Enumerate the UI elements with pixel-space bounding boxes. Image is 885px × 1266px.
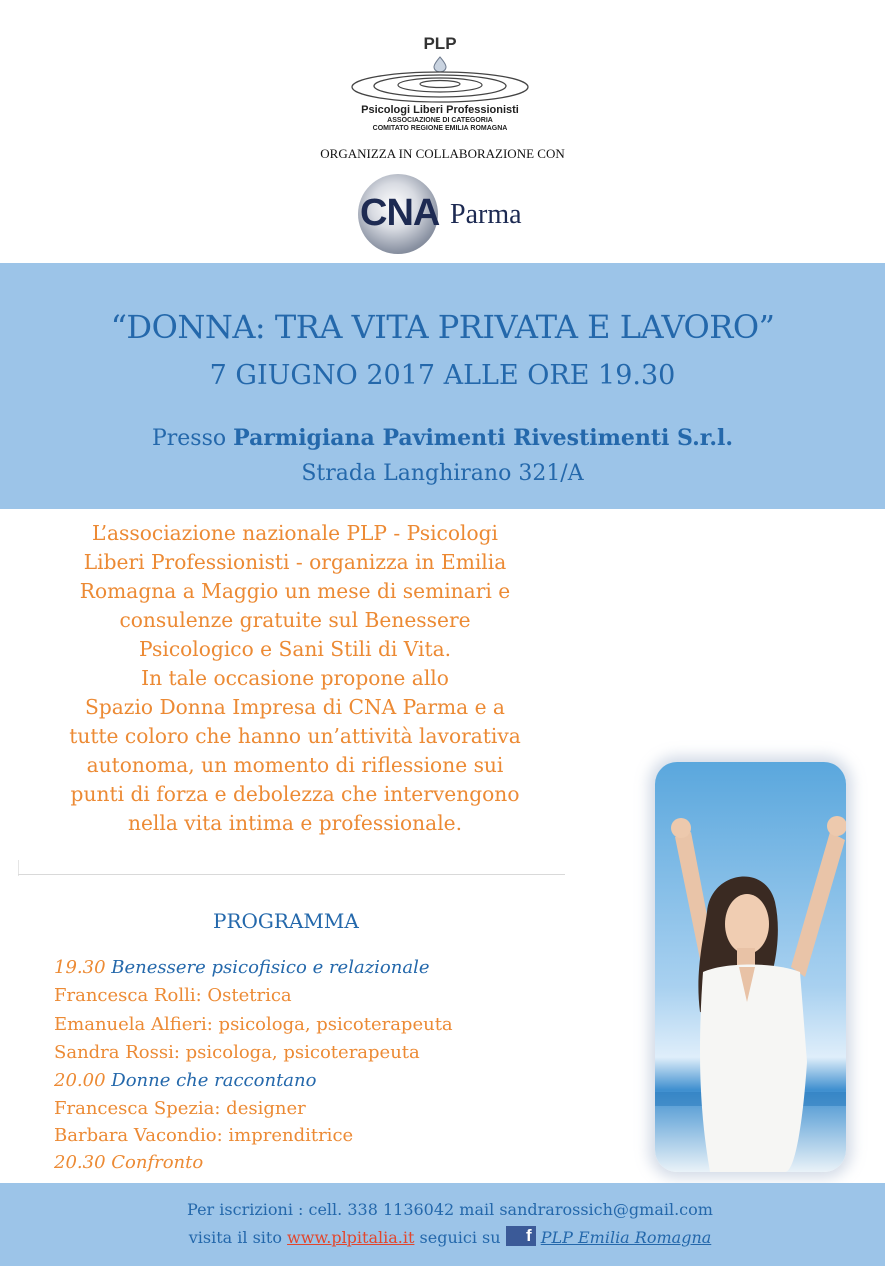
website-link[interactable]: www.plpitalia.it bbox=[287, 1228, 415, 1247]
program-speaker: Barbara Vacondio: imprenditrice bbox=[54, 1125, 354, 1146]
contact-info: Per iscrizioni : cell. 338 1136042 mail sandrarossich@gmail.com bbox=[187, 1200, 713, 1219]
plp-logo-abbr: PLP bbox=[423, 34, 457, 53]
session-time: 19.30 bbox=[54, 957, 106, 978]
program-heading: PROGRAMMA bbox=[213, 909, 359, 933]
session-title: Donne che raccontano bbox=[111, 1070, 317, 1091]
divider bbox=[18, 874, 565, 875]
event-date: 7 GIUGNO 2017 ALLE ORE 19.30 bbox=[209, 360, 676, 391]
social-links bbox=[0, 1226, 885, 1247]
follow-text: seguici su bbox=[419, 1228, 501, 1247]
program-speaker: Sandra Rossi: psicologa, psicoterapeuta bbox=[54, 1042, 420, 1063]
cna-logo-city: Parma bbox=[450, 199, 522, 230]
program-session bbox=[54, 1152, 203, 1173]
intro-line: autonoma, un momento di riflessione sui bbox=[86, 753, 504, 777]
plp-logo-name: Psicologi Liberi Professionisti bbox=[361, 104, 519, 116]
event-venue bbox=[0, 425, 885, 451]
event-title: “DONNA: TRA VITA PRIVATA E LAVORO” bbox=[110, 308, 775, 346]
cna-logo-abbr: CNA bbox=[360, 192, 440, 234]
woman-photo bbox=[655, 762, 846, 1172]
facebook-icon[interactable]: f bbox=[506, 1226, 536, 1246]
cna-parma-logo bbox=[358, 174, 538, 254]
intro-line: tutte coloro che hanno un’attività lavorativa bbox=[69, 724, 521, 748]
plp-logo-comitato: COMITATO REGIONE EMILIA ROMAGNA bbox=[372, 125, 508, 132]
venue-name: Parmigiana Pavimenti Rivestimenti S.r.l. bbox=[233, 425, 734, 451]
intro-line: Spazio Donna Impresa di CNA Parma e a bbox=[85, 695, 505, 719]
collaboration-text: ORGANIZZA IN COLLABORAZIONE CON bbox=[320, 146, 565, 161]
visit-prefix: visita il sito bbox=[188, 1228, 282, 1247]
intro-paragraph bbox=[20, 519, 570, 838]
session-closing: 20.30 Confronto bbox=[54, 1152, 204, 1173]
ripple-rings-icon bbox=[350, 70, 530, 104]
intro-line: consulenze gratuite sul Benessere bbox=[119, 608, 471, 632]
intro-line: In tale occasione propone allo bbox=[141, 666, 449, 690]
intro-line: Liberi Professionisti - organizza in Emilia bbox=[83, 550, 507, 574]
plp-logo bbox=[345, 34, 545, 136]
intro-line: Romagna a Maggio un mese di seminari e bbox=[79, 579, 511, 603]
facebook-page-link[interactable]: PLP Emilia Romagna bbox=[540, 1228, 712, 1247]
program-session bbox=[54, 1070, 316, 1091]
program-session bbox=[54, 957, 430, 978]
intro-line: punti di forza e debolezza che intervengono bbox=[70, 782, 520, 806]
venue-prefix: Presso bbox=[151, 426, 227, 451]
plp-logo-assoc: ASSOCIAZIONE DI CATEGORIA bbox=[387, 117, 493, 124]
intro-line: Psicologico e Sani Stili di Vita. bbox=[138, 637, 452, 661]
footer-band bbox=[0, 1183, 885, 1266]
session-time: 20.00 bbox=[54, 1070, 106, 1091]
program-speaker: Emanuela Alfieri: psicologa, psicoterapeuta bbox=[54, 1014, 453, 1035]
program-speaker: Francesca Rolli: Ostetrica bbox=[54, 985, 292, 1006]
event-address: Strada Langhirano 321/A bbox=[301, 461, 584, 486]
session-title: Benessere psicofisico e relazionale bbox=[111, 957, 430, 978]
intro-line: nella vita intima e professionale. bbox=[127, 811, 463, 835]
program-speaker: Francesca Spezia: designer bbox=[54, 1098, 306, 1119]
intro-line: L’associazione nazionale PLP - Psicologi bbox=[92, 521, 498, 545]
